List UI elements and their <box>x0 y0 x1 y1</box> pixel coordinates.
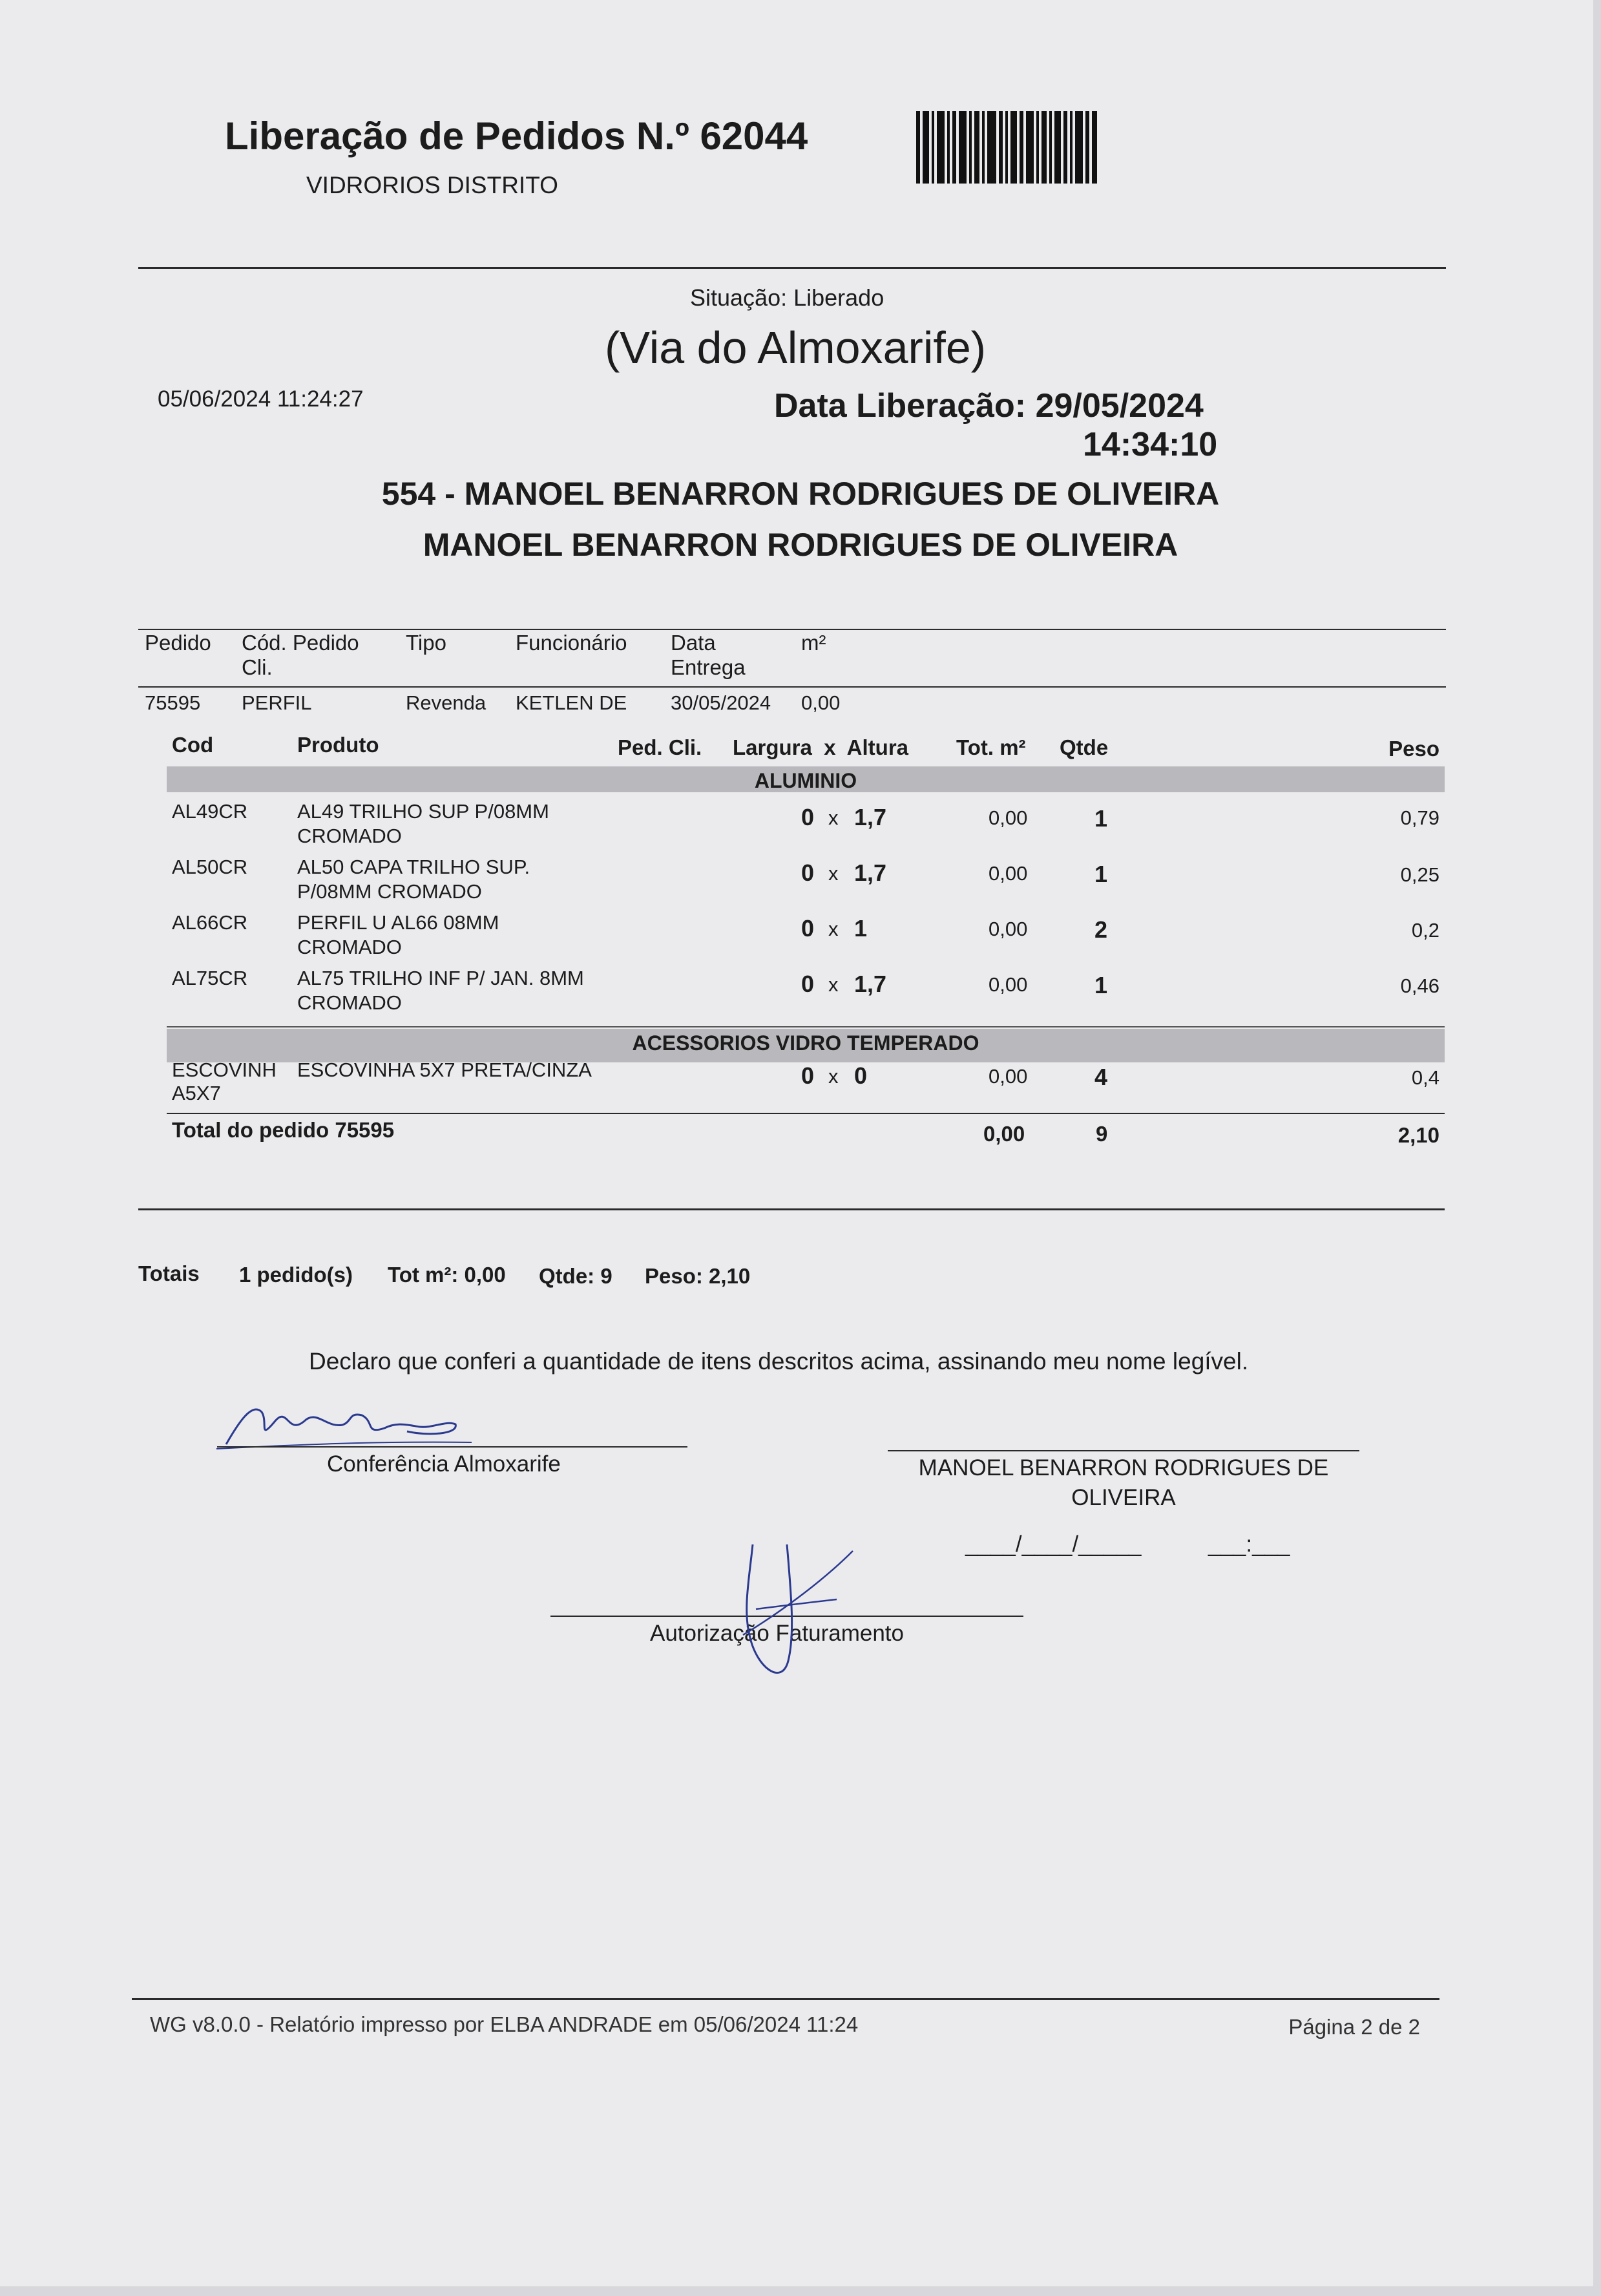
declaration-text: Declaro que conferi a quantidade de itens descritos acima, assinando meu nome legível. <box>309 1348 1249 1374</box>
col-data: Data <box>671 631 716 655</box>
order-data-entrega: 30/05/2024 <box>671 691 771 714</box>
item-produto-line1: PERFIL U AL66 08MM <box>297 911 499 934</box>
item-altura: 1,7 <box>854 859 887 886</box>
release-time: 14:34:10 <box>1083 426 1218 463</box>
item-x: x <box>828 1065 839 1088</box>
item-peso: 0,79 <box>1400 806 1439 829</box>
order-cod-pedido-cli: PERFIL <box>242 691 312 714</box>
client-signature-line <box>888 1450 1359 1451</box>
order-total-label: Total do pedido 75595 <box>172 1118 395 1142</box>
item-largura: 0 <box>801 971 815 997</box>
header-divider <box>138 267 1446 269</box>
item-qtde: 2 <box>1094 916 1108 943</box>
item-tot-m2: 0,00 <box>989 862 1028 885</box>
order-total-qtde: 9 <box>1096 1122 1108 1146</box>
totals-qtde: Qtde: 9 <box>539 1264 612 1288</box>
item-cod-line2: A5X7 <box>172 1082 221 1104</box>
totals-pedidos: 1 pedido(s) <box>239 1263 353 1287</box>
item-tot-m2: 0,00 <box>989 1065 1028 1088</box>
items-col-qtde: Qtde <box>1060 735 1109 759</box>
item-altura: 0 <box>854 1062 868 1089</box>
group-name: ACESSORIOS VIDRO TEMPERADO <box>632 1031 979 1055</box>
item-peso: 0,4 <box>1411 1066 1439 1089</box>
order-header-top-line <box>138 629 1446 630</box>
item-largura: 0 <box>801 1062 815 1089</box>
items-col-produto: Produto <box>297 733 379 757</box>
item-peso: 0,2 <box>1411 919 1439 942</box>
almoxarife-signature <box>213 1396 485 1454</box>
item-produto-line2: CROMADO <box>297 991 402 1014</box>
document-title: Liberação de Pedidos N.º 62044 <box>225 114 808 158</box>
order-funcionario: KETLEN DE <box>516 691 627 714</box>
print-datetime: 05/06/2024 11:24:27 <box>158 386 364 412</box>
item-x: x <box>828 806 839 829</box>
almoxarife-label: Conferência Almoxarife <box>327 1451 561 1477</box>
order-tipo: Revenda <box>406 691 487 714</box>
item-cod: AL75CR <box>172 967 248 989</box>
item-cod: AL66CR <box>172 911 248 934</box>
time-blank: ___:___ <box>1208 1532 1290 1557</box>
col-pedido: Pedido <box>145 631 211 655</box>
col-cod-pedido: Cód. Pedido <box>242 631 359 655</box>
item-tot-m2: 0,00 <box>989 806 1028 829</box>
items-col-peso: Peso <box>1388 737 1439 761</box>
release-date: Data Liberação: 29/05/2024 <box>774 387 1204 425</box>
client-line-1: 554 - MANOEL BENARRON RODRIGUES DE OLIVEIRA <box>381 476 1220 512</box>
item-altura: 1,7 <box>854 804 887 830</box>
order-pedido: 75595 <box>145 691 201 714</box>
order-total-m2: 0,00 <box>983 1122 1025 1146</box>
item-produto-line2: CROMADO <box>297 936 402 958</box>
item-x: x <box>828 918 839 940</box>
item-produto-line2: CROMADO <box>297 825 402 847</box>
almoxarife-signature-line <box>217 1446 687 1448</box>
group-top-line <box>167 1026 1445 1027</box>
col-funcionario: Funcionário <box>516 631 627 655</box>
order-m2: 0,00 <box>801 691 841 714</box>
barcode <box>916 111 1144 184</box>
totals-divider <box>138 1208 1445 1210</box>
col-m2: m² <box>801 631 826 655</box>
items-col-tot-m2: Tot. m² <box>956 735 1026 759</box>
footer-page-number: Página 2 de 2 <box>1288 2015 1420 2039</box>
item-peso: 0,25 <box>1400 863 1439 886</box>
faturamento-label: Autorização Faturamento <box>650 1621 904 1646</box>
item-x: x <box>828 973 839 996</box>
company-name: VIDRORIOS DISTRITO <box>306 172 558 198</box>
item-produto-line2: P/08MM CROMADO <box>297 880 482 903</box>
items-col-cod: Cod <box>172 733 214 757</box>
item-largura: 0 <box>801 804 815 830</box>
items-col-largura-altura: Largura x Altura <box>733 735 909 759</box>
item-cod-line1: ESCOVINH <box>172 1058 277 1081</box>
item-produto-line1: AL75 TRILHO INF P/ JAN. 8MM <box>297 967 584 989</box>
item-qtde: 4 <box>1094 1064 1108 1090</box>
client-signature-name-2: OLIVEIRA <box>1071 1485 1176 1510</box>
faturamento-signature <box>724 1538 866 1687</box>
totals-peso: Peso: 2,10 <box>645 1264 751 1288</box>
via-label: (Via do Almoxarife) <box>605 322 987 373</box>
item-altura: 1,7 <box>854 971 887 997</box>
client-signature-name-1: MANOEL BENARRON RODRIGUES DE <box>918 1455 1329 1480</box>
item-largura: 0 <box>801 915 815 942</box>
col-cli: Cli. <box>242 655 273 679</box>
item-qtde: 1 <box>1094 805 1108 832</box>
item-tot-m2: 0,00 <box>989 973 1028 996</box>
order-total-peso: 2,10 <box>1397 1123 1439 1147</box>
client-line-2: MANOEL BENARRON RODRIGUES DE OLIVEIRA <box>423 527 1178 563</box>
item-largura: 0 <box>801 859 815 886</box>
item-qtde: 1 <box>1094 972 1108 998</box>
item-cod: AL50CR <box>172 856 248 878</box>
order-header-bottom-line <box>138 686 1446 688</box>
scan-edge-bottom <box>0 2286 1601 2296</box>
footer-divider <box>132 1998 1439 2000</box>
item-produto-line1: ESCOVINHA 5X7 PRETA/CINZA <box>297 1058 592 1081</box>
item-cod: AL49CR <box>172 800 248 823</box>
item-produto-line1: AL49 TRILHO SUP P/08MM <box>297 800 549 823</box>
situation-label: Situação: Liberado <box>690 284 884 311</box>
group-name: ALUMINIO <box>754 769 857 792</box>
total-line <box>167 1113 1445 1114</box>
item-produto-line1: AL50 CAPA TRILHO SUP. <box>297 856 530 878</box>
item-altura: 1 <box>854 915 868 942</box>
date-blank: ____/____/_____ <box>965 1532 1142 1557</box>
col-entrega: Entrega <box>671 655 746 679</box>
item-x: x <box>828 862 839 885</box>
items-col-ped-cli: Ped. Cli. <box>618 735 702 759</box>
totals-label: Totais <box>138 1261 200 1285</box>
item-qtde: 1 <box>1094 861 1108 887</box>
item-peso: 0,46 <box>1400 974 1439 997</box>
col-tipo: Tipo <box>406 631 446 655</box>
scan-edge-right <box>1593 0 1601 2296</box>
footer-report-info: WG v8.0.0 - Relatório impresso por ELBA ANDRADE em 05/06/2024 11:24 <box>150 2012 859 2036</box>
totals-tot-m2: Tot m²: 0,00 <box>388 1263 506 1287</box>
item-tot-m2: 0,00 <box>989 918 1028 940</box>
